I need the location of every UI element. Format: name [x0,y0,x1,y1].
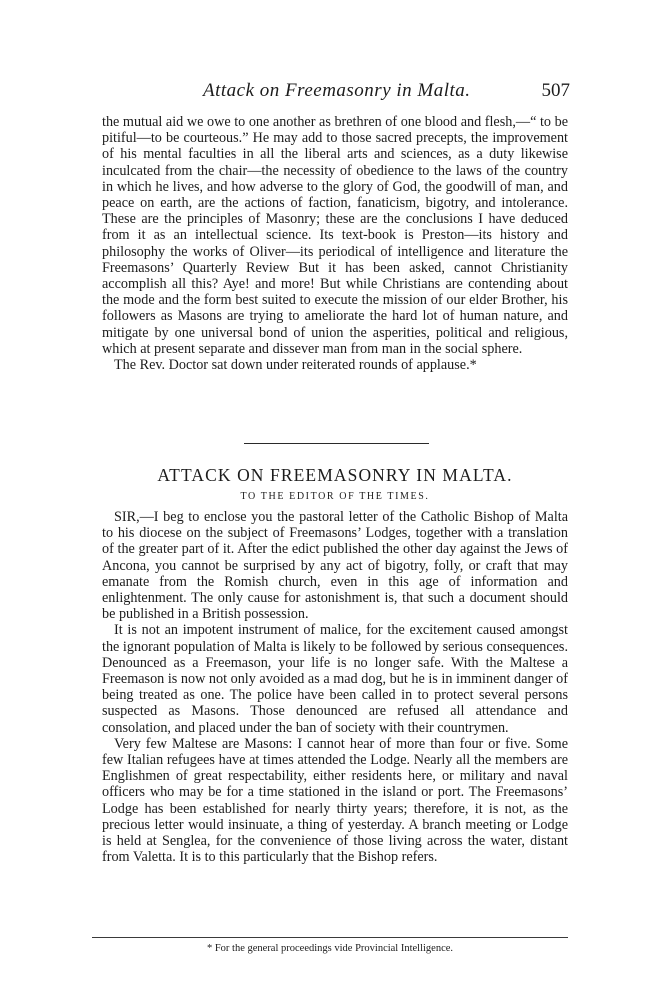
footnote: * For the general proceedings vide Provincial Intelligence. [206,943,454,954]
running-title: Attack on Freemasonry in Malta. [203,80,471,101]
paragraph: It is not an impotent instrument of malice, for the excitement caused amongst the ignorant population of Malta is likely to be followed by serious consequences. Denounced as a Freemason, your life is no longer safe. With the Maltese a Freemason is now not only avoided as a mad dog, but he is in imminent danger of being treated as one. The police have been called in to protect several persons suspected as Masons. Those denounced are refused all attendance and consolation, and placed under the ban of society with their countrymen. [102,622,568,736]
paragraph: Very few Maltese are Masons: I cannot hear of more than four or five. Some few Italian refugees have at times attended the Lodge. Nearly all the members are Englishmen of great respectability, either residents here, or military and naval officers who may be for a time stationed in the island or port. The Freemasons’ Lodge has been established for nearly thirty years; therefore, it is not, as the precious letter would insinuate, a thing of yesterday. A branch meeting or Lodge is held at Senglea, for the convenience of those living across the water, distant from Valetta. It is to this particularly that the Bishop refers. [102,735,568,866]
running-header [100,80,570,106]
continued-text [102,114,568,373]
article-title: ATTACK ON FREEMASONRY IN MALTA. [157,465,513,485]
paragraph: the mutual aid we owe to one another as brethren of one blood and flesh,—“ to be pitiful—to be courteous.” He may add to those sacred precepts, the improvement of his mental faculties in all the liberal arts and sciences, as a duty likewise inculcated from the chair—the necessity of obedience to the laws of the country in which he lives, and how adverse to the glory of God, the goodwill of man, and peace on earth, are the actions of faction, fanaticism, bigotry, and intolerance. These are the principles of Masonry; these are the conclusions I have deduced from it as an intellectual science. Its text-book is Preston—its history and philosophy the works of Oliver—its periodical of intelligence and literature the Freemasons’ Quarterly Review But it has been asked, cannot Christianity accomplish all this? Aye! and more! But while Christians are contending about the mode and the form best suited to execute the mission of our elder Brother, his followers as Masons are trying to ameliorate the hard lot of human nature, and mitigate by one universal bond of union the asperities, political and religious, which at present separate and dissever man from man in the social sphere. [102,114,568,357]
page-number: 507 [541,80,570,101]
article-subtitle: TO THE EDITOR OF THE TIMES. [240,491,430,502]
paragraph: The Rev. Doctor sat down under reiterated rounds of applause.* [114,357,477,374]
article-body [102,509,568,865]
paragraph: SIR,—I beg to enclose you the pastoral letter of the Catholic Bishop of Malta to his diocese on the subject of Freemasons’ Lodges, together with a translation of the greater part of it. After the edict published the other day against the Jews of Ancona, you cannot be surprised by any act of bigotry, folly, or craft that may emanate from the Romish church, even in this age of information and enlightenment. The only cause for astonishment is, that such a document should be published in a British possession. [102,509,568,623]
footnote-rule [92,937,568,938]
section-divider [244,443,429,444]
